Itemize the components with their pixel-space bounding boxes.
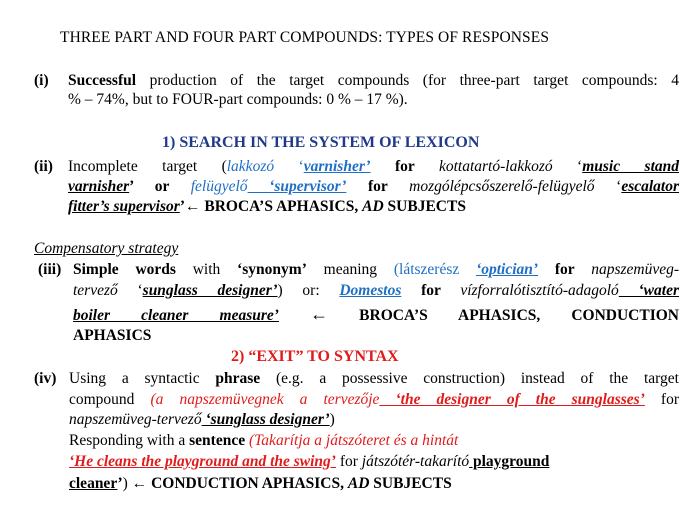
heading-exit-to-syntax: 2) “EXIT” TO SYNTAX bbox=[231, 348, 399, 365]
t: cleaner bbox=[69, 475, 118, 492]
item-iii-line4: APHASICS bbox=[73, 327, 152, 344]
item-iii-line1 bbox=[73, 261, 679, 279]
heading-search-lexicon: 1) SEARCH IN THE SYSTEM OF LEXICON bbox=[162, 134, 480, 151]
t: meaning bbox=[306, 261, 394, 278]
t: sentence bbox=[189, 432, 246, 449]
t: vízforralótisztító-adagoló bbox=[460, 282, 619, 299]
item-iv-line6 bbox=[69, 475, 452, 493]
t: lakkozó bbox=[226, 158, 275, 175]
item-iv-line3 bbox=[69, 411, 335, 429]
left-arrow-icon: ← bbox=[310, 304, 329, 324]
t: fitter’s supervisor bbox=[68, 198, 180, 215]
t: for bbox=[346, 178, 410, 195]
t: AD bbox=[347, 475, 370, 492]
t: tervező bbox=[73, 282, 118, 299]
successful-word: Successful bbox=[68, 72, 137, 89]
t: ‘ bbox=[552, 158, 583, 175]
t: ) or: bbox=[277, 282, 340, 299]
t: ) bbox=[329, 411, 335, 428]
t: Simple words bbox=[73, 261, 176, 278]
compensatory-strategy-label: Compensatory strategy bbox=[34, 240, 179, 257]
t: Responding with a bbox=[69, 432, 190, 449]
t: ) bbox=[122, 475, 132, 492]
t: Domestos bbox=[339, 282, 402, 299]
t: sunglass designer’ bbox=[142, 282, 278, 299]
t: napszemüveg-tervező bbox=[69, 411, 202, 428]
item-ii-line2 bbox=[68, 178, 679, 196]
t: with bbox=[175, 261, 238, 278]
t: ’ bbox=[117, 475, 123, 492]
t: boiler cleaner measure’ bbox=[73, 307, 279, 324]
t: varnisher bbox=[68, 178, 130, 195]
t: compound bbox=[69, 391, 151, 408]
t: AD bbox=[362, 198, 384, 215]
t: BROCA’S APHASICS, CONDUCTION bbox=[359, 307, 679, 324]
t: Incomplete target ( bbox=[68, 158, 227, 175]
t: playground bbox=[469, 453, 550, 470]
item-i-line2: % – 74%, but to FOUR-part compounds: 0 % – 17 %). bbox=[68, 91, 408, 108]
item-ii-line1 bbox=[68, 158, 679, 176]
item-iv-line1 bbox=[69, 370, 679, 388]
t: SUBJECTS bbox=[383, 198, 466, 215]
t: mozgólépcsőszerelő-felügyelő bbox=[409, 178, 595, 195]
t: ‘the designer of the sunglasses’ bbox=[379, 391, 645, 408]
t: ‘ bbox=[274, 158, 304, 175]
t: for bbox=[401, 282, 461, 299]
t: ‘ bbox=[594, 178, 622, 195]
item-iv-line2 bbox=[69, 391, 679, 409]
t: ‘optician’ bbox=[476, 261, 539, 278]
item-ii-label: (ii) bbox=[34, 158, 53, 175]
t: (e.g. a possessive construction) instead of the target bbox=[260, 370, 679, 387]
t: for bbox=[370, 158, 439, 175]
t: ‘water bbox=[618, 282, 679, 299]
item-iii-line2 bbox=[73, 282, 679, 300]
t: felügyelő bbox=[190, 178, 248, 195]
item-i-line1 bbox=[68, 72, 679, 90]
page-title: THREE PART AND FOUR PART COMPOUNDS: TYPES OF RESPONSES bbox=[60, 29, 550, 46]
item-iv-label: (iv) bbox=[34, 370, 57, 387]
item-iv-line4 bbox=[69, 432, 458, 450]
t: SUBJECTS bbox=[369, 475, 452, 492]
t: ‘He cleans the playground and the swing’ bbox=[69, 453, 336, 470]
t: ’ bbox=[179, 198, 185, 215]
t: kottatartó-lakkozó bbox=[438, 158, 553, 175]
t: for bbox=[335, 453, 362, 470]
item-ii-line3 bbox=[68, 198, 466, 216]
t: phrase bbox=[215, 370, 261, 387]
item-i-text1: production of the target compounds (for three-part target compounds: 4 bbox=[136, 72, 679, 89]
t: (látszerész bbox=[393, 261, 477, 278]
t: ‘synonym’ bbox=[237, 261, 307, 278]
t: játszótér-takarító bbox=[361, 453, 470, 470]
t: music stand bbox=[582, 158, 679, 175]
t: for bbox=[644, 391, 680, 408]
t: ← BROCA’S APHASICS, bbox=[184, 198, 363, 215]
item-i-label: (i) bbox=[34, 72, 49, 89]
t: ‘sunglass designer’ bbox=[201, 411, 330, 428]
item-iii-label: (iii) bbox=[38, 261, 62, 278]
t: Using a syntactic bbox=[69, 370, 216, 387]
t: (Takarítja a játszóteret és a hintát bbox=[245, 432, 459, 449]
t: for bbox=[538, 261, 592, 278]
t: escalator bbox=[621, 178, 679, 195]
item-iii-line3 bbox=[73, 305, 679, 325]
t: ‘ bbox=[117, 282, 143, 299]
item-iv-line5 bbox=[69, 453, 549, 471]
t: ’ or bbox=[129, 178, 191, 195]
t: ← CONDUCTION APHASICS, bbox=[131, 475, 348, 492]
t: napszemüveg- bbox=[591, 261, 679, 278]
t: ‘supervisor’ bbox=[247, 178, 347, 195]
t: (a napszemüvegnek a tervezője bbox=[150, 391, 380, 408]
t: varnisher’ bbox=[303, 158, 371, 175]
